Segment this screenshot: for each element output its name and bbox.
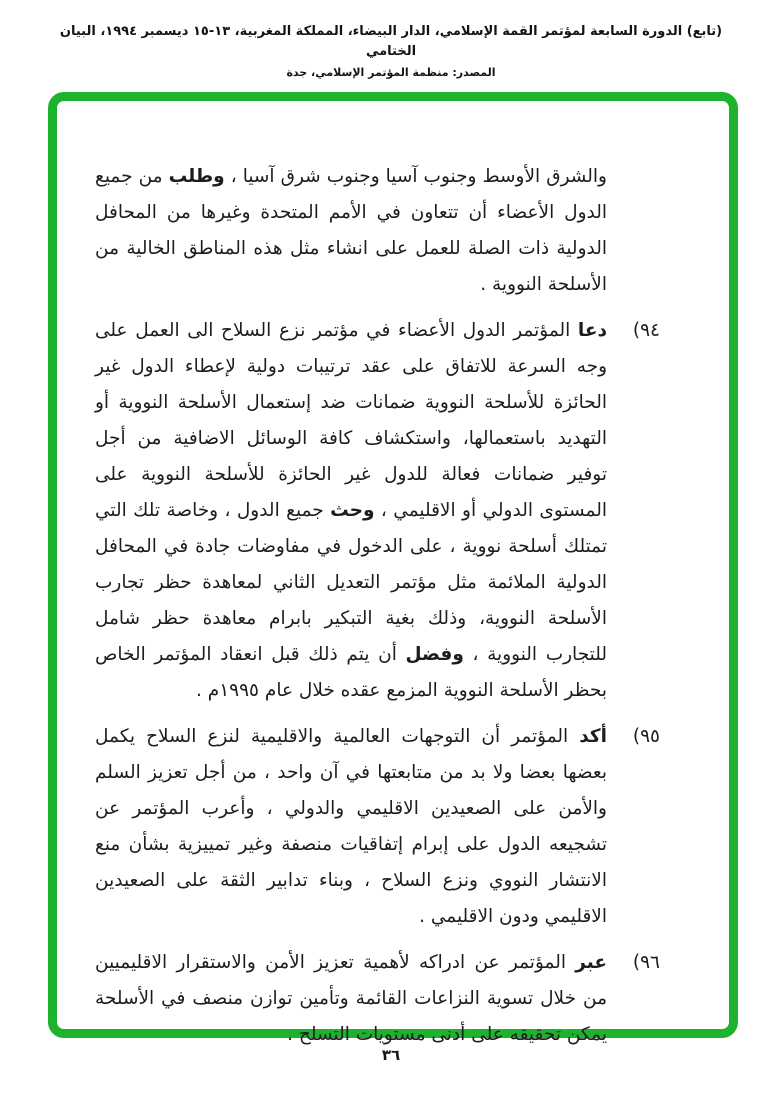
paragraph-number: (٩٤ bbox=[632, 320, 660, 341]
document-body bbox=[57, 101, 729, 1063]
paragraph-text: عبر المؤتمر عن ادراكه لأهمية تعزيز الأمن والاستقرار الاقليميين من خلال تسوية النزاعات القائمة وتأمين توازن منصف في الأسلحة يمكن تحقيقه على أدنى مستويات التسلح . bbox=[95, 952, 607, 1045]
paragraph-number: (٩٥ bbox=[632, 726, 660, 747]
paragraph-text: دعا المؤتمر الدول الأعضاء في مؤتمر نزع السلاح الى العمل على وجه السرعة للاتفاق على عقد ترتيبات دولية لإعطاء الدول غير الحائزة للأسلحة النووية ضمانات ضد إستعمال الأسلحة النووية أو التهديد باستعمالها، واستكشاف كافة الوسائل الاضافية من أجل توفير ضمانات فعالة للدول غير الحائزة للأسلحة النووية على المستوى الدولي أو الاقليمي ، وحث جميع الدول ، وخاصة تلك التي تمتلك أسلحة نووية ، على الدخول في مفاوضات جادة في المحافل الدولية الملائمة مثل مؤتمر التعديل الثاني لمعاهدة حظر تجارب الأسلحة النووية، وذلك بغية التبكير بابرام معاهدة حظر شامل للتجارب النووية ، وفضل أن يتم ذلك قبل انعقاد المؤتمر الخاص بحظر الأسلحة النووية المزمع عقده خلال عام ١٩٩٥م . bbox=[95, 320, 607, 701]
page-number: ٣٦ bbox=[381, 1046, 401, 1064]
numbered-paragraph bbox=[95, 945, 660, 1053]
header-title: (تابع) الدورة السابعة لمؤتمر القمة الإسلامي، الدار البيضاء، المملكة المغربية، ١٣-١٥ ديسمبر ١٩٩٤، البيان الختامي bbox=[59, 24, 723, 60]
header-source: المصدر: منظمة المؤتمر الإسلامي، جدة bbox=[286, 66, 496, 80]
paragraph-text: والشرق الأوسط وجنوب آسيا وجنوب شرق آسيا ، وطلب من جميع الدول الأعضاء أن تتعاون في الأمم المتحدة وغيرها من المحافل الدولية ذات الصلة للعمل على انشاء مثل هذه المناطق الخالية من الأسلحة النووية . bbox=[95, 166, 607, 295]
numbered-paragraph bbox=[95, 313, 660, 709]
paragraph-number: (٩٦ bbox=[632, 952, 660, 973]
continuation-paragraph bbox=[95, 159, 607, 303]
numbered-paragraph bbox=[95, 719, 660, 935]
paragraph-text: أكد المؤتمر أن التوجهات العالمية والاقليمية لنزع السلاح يكمل بعضها بعضا ولا بد من متابعتها في آن واحد ، من أجل تعزيز السلم والأمن على الصعيدين الاقليمي والدولي ، وأعرب المؤتمر عن تشجيعه الدول على إبرام إتفاقيات منصفة وغير تمييزية بشأن منع الانتشار النووي ونزع السلاح ، وبناء تدابير الثقة على الصعيدين الاقليمي ودون الاقليمي . bbox=[95, 726, 607, 927]
page-header bbox=[0, 22, 782, 79]
